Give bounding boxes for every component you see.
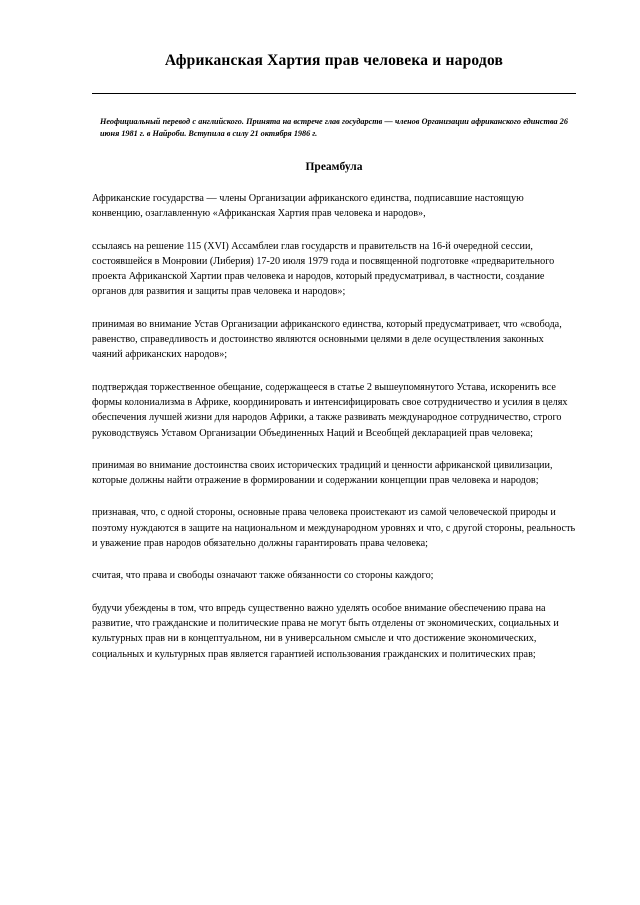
translation-note: Неофициальный перевод с английского. Принята на встрече глав государств — членов Организации африканского единства 26 июня 1981 г. в Найроби. Вступила в силу 21 октября 1986 г.	[100, 116, 568, 139]
paragraph: подтверждая торжественное обещание, содержащееся в статье 2 вышеупомянутого Устава, искоренить все формы колониализма в Африке, координировать и интенсифицировать свое сотрудничество и усилия в целях обеспечения лучшей жизни для народов Африки, а также развивать международное сотрудничество, строго руководствуясь Уставом Организации Объединенных Наций и Всеобщей декларацией прав человека;	[92, 381, 568, 439]
page-title: Африканская Хартия прав человека и народов	[164, 52, 504, 69]
paragraph: будучи убеждены в том, что впредь существенно важно уделять особое внимание обеспечению права на развитие, что гражданские и политические права не могут быть отделены от экономических, социальных и культурных прав ни в концептуальном, ни в универсальном смысле и что достижение экономических, социальных и культурных прав является гарантией использования гражданских и политических прав;	[92, 602, 559, 660]
section-heading-preamble: Преамбула	[305, 161, 363, 173]
paragraph: Африканские государства — члены Организации африканского единства, подписавшие настоящую конвенцию, озаглавленную «Африканская Хартия прав человека и народов»,	[92, 193, 524, 220]
paragraph: ссылаясь на решение 115 (XVI) Ассамблеи глав государств и правительств на 16-й очередной сессии, состоявшейся в Монровии (Либерия) 17-20 июля 1979 года и посвященной подготовке «предварительного проекта Африканской Хартии прав человека и народов, который предусматривал, в частности, создание органов для развития и защиты прав человека и народов»;	[92, 240, 555, 298]
paragraph: принимая во внимание достоинства своих исторических традиций и ценности африканской цивилизации, которые должны найти отражение в формировании и содержании концепции прав человека и народов;	[92, 459, 553, 487]
paragraph: считая, что права и свободы означают также обязанности со стороны каждого;	[92, 570, 434, 582]
paragraph: признавая, что, с одной стороны, основные права человека проистекают из самой человеческой природы и поэтому нуждаются в защите на национальном и международном уровнях и что, с другой стороны, реальность и уважение прав народов обязательно должны гарантировать права человека;	[92, 507, 576, 550]
title-divider	[92, 93, 576, 94]
paragraph: принимая во внимание Устав Организации африканского единства, который предусматривает, что «свобода, равенство, справедливость и достоинство являются основными целями в деле осуществления законных чаяний африканских народов»;	[92, 318, 562, 361]
